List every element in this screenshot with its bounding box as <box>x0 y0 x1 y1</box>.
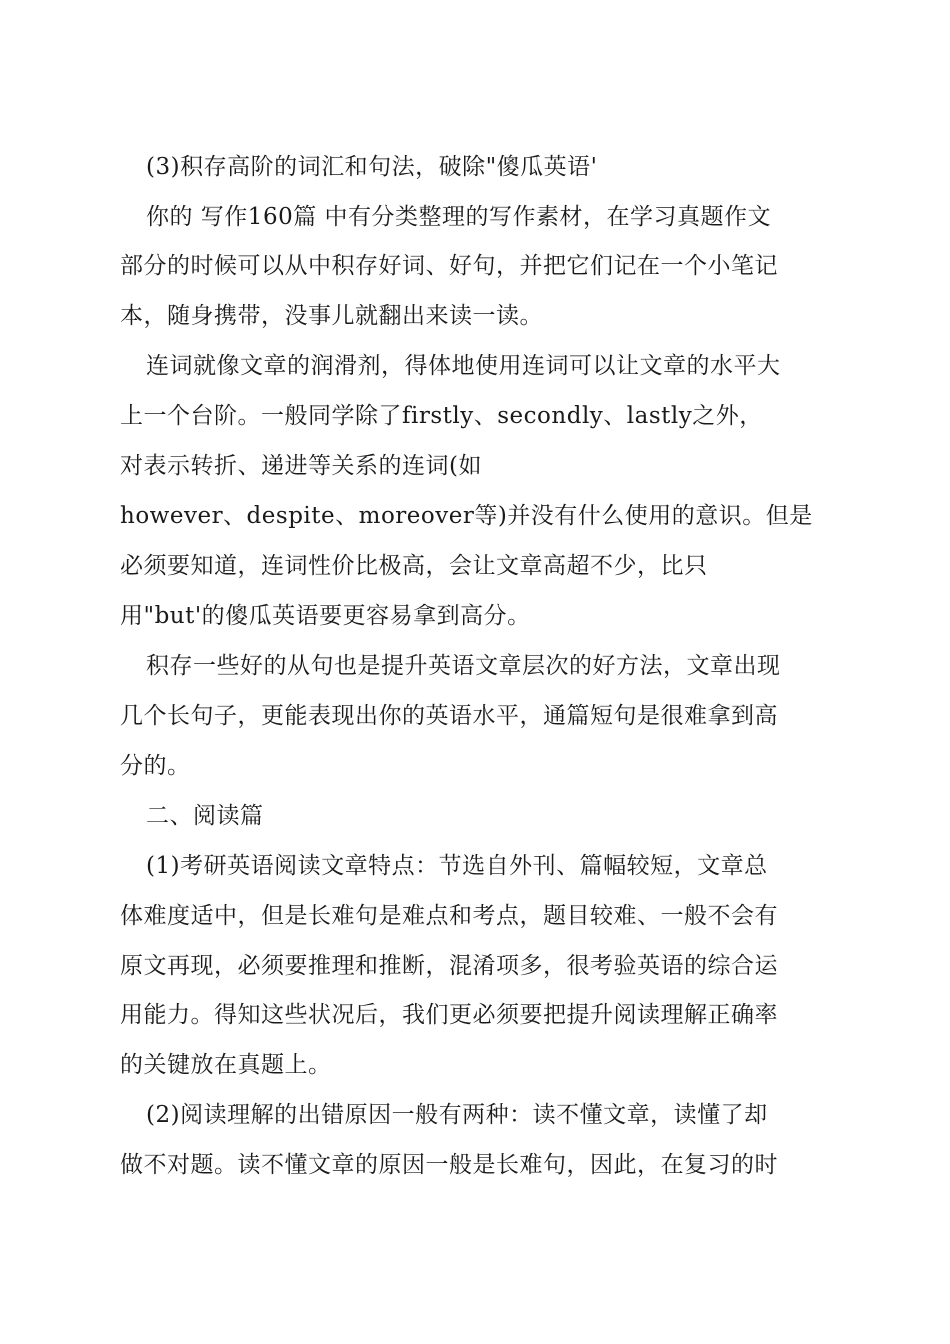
paragraph-line: 分的。 <box>120 753 191 779</box>
paragraph-line: 做不对题。读不懂文章的原因一般是长难句，因此，在复习的时 <box>120 1152 778 1178</box>
paragraph-line: 你的 写作160篇 中有分类整理的写作素材，在学习真题作文 <box>146 204 772 230</box>
paragraph-line: 用能力。得知这些状况后，我们更必须要把提升阅读理解正确率 <box>120 1002 778 1028</box>
section-heading-reading: 二、阅读篇 <box>146 803 264 829</box>
paragraph-heading-1: (1)考研英语阅读文章特点：节选自外刊、篇幅较短，文章总 <box>146 853 768 879</box>
paragraph-heading-3: (3)积存高阶的词汇和句法，破除"傻瓜英语' <box>146 154 598 180</box>
paragraph-line: 部分的时候可以从中积存好词、好句，并把它们记在一个小笔记 <box>120 253 778 279</box>
paragraph-line: 用"but'的傻瓜英语要更容易拿到高分。 <box>120 603 531 629</box>
paragraph-line: 上一个台阶。一般同学除了firstly、secondly、lastly之外， <box>120 403 763 429</box>
paragraph-line: 连词就像文章的润滑剂，得体地使用连词可以让文章的水平大 <box>146 353 781 379</box>
paragraph-line: however、despite、moreover等)并没有什么使用的意识。但是 <box>120 503 813 529</box>
paragraph-line: 体难度适中，但是长难句是难点和考点，题目较难、一般不会有 <box>120 903 778 929</box>
paragraph-line: 原文再现，必须要推理和推断，混淆项多，很考验英语的综合运 <box>120 953 778 979</box>
paragraph-line: 对表示转折、递进等关系的连词(如 <box>120 453 482 479</box>
paragraph-line: 必须要知道，连词性价比极高，会让文章高超不少，比只 <box>120 553 708 579</box>
paragraph-line: 本，随身携带，没事儿就翻出来读一读。 <box>120 303 543 329</box>
paragraph-line: 几个长句子，更能表现出你的英语水平，通篇短句是很难拿到高 <box>120 703 778 729</box>
paragraph-line: 积存一些好的从句也是提升英语文章层次的好方法，文章出现 <box>146 653 781 679</box>
paragraph-heading-2: (2)阅读理解的出错原因一般有两种：读不懂文章，读懂了却 <box>146 1102 768 1128</box>
paragraph-line: 的关键放在真题上。 <box>120 1052 332 1078</box>
